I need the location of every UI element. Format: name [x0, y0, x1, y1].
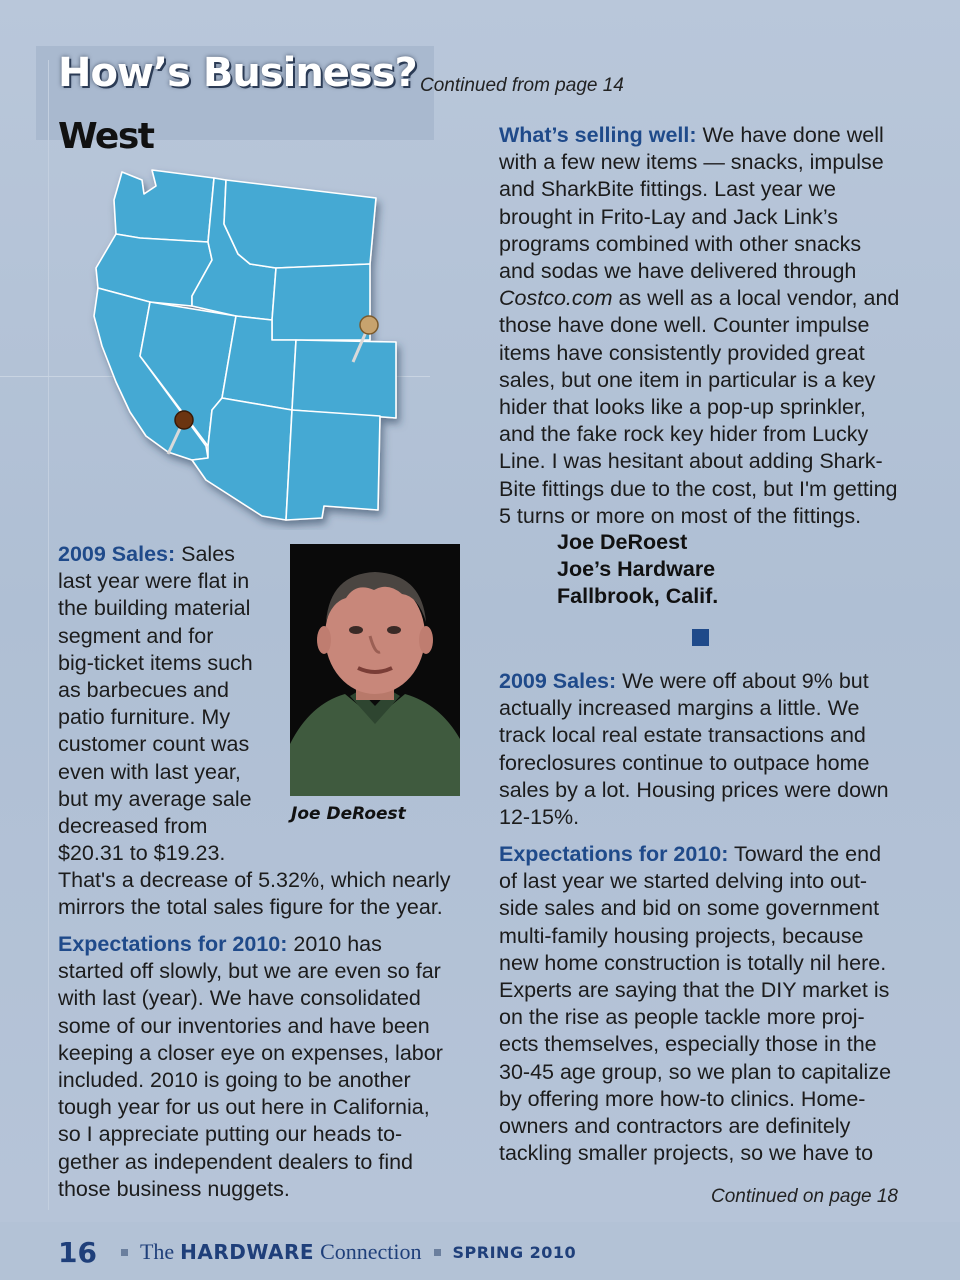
section-separator-square	[692, 629, 709, 646]
sales-line: even with last year,	[58, 759, 241, 784]
selling-line: those have done well. Counter impulse	[499, 313, 870, 338]
expectations2-lead: Expectations for 2010:	[499, 842, 729, 866]
sales2-line-1: 2009 Sales: We were off about 9% but	[499, 669, 869, 693]
expect-line: gether as independent dealers to find	[58, 1149, 414, 1174]
expect2-line-1: Expectations for 2010: Toward the end	[499, 842, 882, 866]
sales2-lead: 2009 Sales:	[499, 669, 617, 693]
expect-line: some of our inventories and have been	[58, 1013, 430, 1038]
sales2-line: sales by a lot. Housing prices were down	[499, 777, 889, 802]
selling-lead: What’s selling well:	[499, 123, 697, 147]
sales2-line: 12-15%.	[499, 805, 580, 830]
selling-line: sales, but one item in particular is a key	[499, 367, 876, 392]
sales-line: patio furniture. My	[58, 705, 231, 730]
sales-line: customer count was	[58, 732, 250, 757]
sales-line: big-ticket items such	[58, 650, 253, 675]
selling-line: programs combined with other snacks	[499, 231, 862, 256]
expect2-line: side sales and bid on some government	[499, 896, 880, 921]
left-sales-continuation	[58, 867, 478, 921]
expect2-line: of last year we started delving into out-	[499, 869, 868, 894]
expect-line: tough year for us out here in California,	[58, 1095, 430, 1120]
magazine-title-connection: Connection	[320, 1239, 422, 1264]
page-number: 16	[58, 1235, 97, 1269]
sales-line: decreased from	[58, 814, 208, 839]
expect2-line: tackling smaller projects, so we have to	[499, 1141, 874, 1166]
signature-store: Joe’s Hardware	[557, 557, 716, 582]
sales2-line: foreclosures continue to outpace home	[499, 750, 870, 775]
magazine-title-the: The	[139, 1239, 175, 1264]
selling-line: items have consistently provided great	[499, 340, 865, 365]
portrait-illustration	[290, 544, 460, 796]
selling-line-costco: Costco.com as well as a local vendor, and	[499, 286, 900, 311]
sales-line: but my average sale	[58, 786, 252, 811]
sales-line: mirrors the total sales figure for the year.	[58, 895, 443, 920]
expect2-line: multi-family housing projects, because	[499, 923, 864, 948]
decorative-vertical-rule	[48, 60, 49, 1210]
portrait-photo	[290, 544, 460, 796]
expect2-line: on the rise as people tackle more proj-	[499, 1005, 865, 1030]
selling-line: hider that looks like a pop-up sprinkler,	[499, 395, 866, 420]
selling-line-1: What’s selling well: We have done well	[499, 123, 884, 147]
expect-line: started off slowly, but we are even so far	[58, 959, 441, 984]
expect2-line: owners and contractors are definitely	[499, 1114, 851, 1139]
footer-dot-separator	[121, 1249, 128, 1256]
montana-state	[224, 180, 376, 268]
expect-line: so I appreciate putting our heads to-	[58, 1122, 403, 1147]
expect-line: those business nuggets.	[58, 1176, 290, 1201]
new-mexico-state	[286, 410, 380, 520]
expect2-line: Experts are saying that the DIY market is	[499, 978, 890, 1003]
page-footer	[58, 1232, 576, 1272]
expect-line-1: Expectations for 2010: 2010 has	[58, 932, 382, 956]
sales-line: last year were flat in	[58, 569, 250, 594]
right-expectations-paragraph	[499, 841, 919, 1167]
selling-line: Bite fittings due to the cost, but I'm getting	[499, 476, 898, 501]
expect-line: with last (year). We have consolidated	[58, 986, 421, 1011]
wyoming-state	[272, 264, 370, 340]
signature-name: Joe DeRoest	[557, 530, 688, 554]
right-selling-paragraph	[499, 122, 919, 530]
expectations-lead: Expectations for 2010:	[58, 932, 288, 956]
selling-line: with a few new items — snacks, impulse	[499, 150, 884, 175]
selling-line: Line. I was hesitant about adding Shark-	[499, 449, 883, 474]
sales-line-1: 2009 Sales: Sales	[58, 542, 235, 566]
washington-state	[114, 170, 214, 242]
expect-line: keeping a closer eye on expenses, labor	[58, 1040, 443, 1065]
selling-line: and sodas we have delivered through	[499, 259, 857, 284]
western-us-map	[86, 160, 416, 530]
respondent-signature	[557, 529, 718, 611]
page-headline: How’s Business?	[58, 50, 417, 96]
continued-from-note: Continued from page 14	[420, 75, 624, 96]
sales-lead: 2009 Sales:	[58, 542, 176, 566]
sales-line: as barbecues and	[58, 678, 229, 703]
selling-line: and SharkBite fittings. Last year we	[499, 177, 837, 202]
left-expectations-paragraph	[58, 931, 478, 1203]
selling-line: brought in Frito-Lay and Jack Link’s	[499, 204, 839, 229]
expect-line: included. 2010 is going to be another	[58, 1068, 411, 1093]
colorado-state	[292, 340, 396, 418]
expect2-line: by offering more how-to clinics. Home-	[499, 1086, 866, 1111]
expect2-line: ects themselves, especially those in the	[499, 1032, 877, 1057]
sales-line: That's a decrease of 5.32%, which nearly	[58, 868, 451, 892]
sales-line: $20.31 to $19.23.	[58, 841, 226, 866]
sales2-line: track local real estate transactions and	[499, 723, 866, 748]
footer-dot-separator	[434, 1249, 441, 1256]
region-title: West	[58, 116, 154, 157]
right-sales-paragraph	[499, 668, 919, 831]
magazine-title-hardware: HARDWARE	[180, 1240, 315, 1264]
expect2-line: 30-45 age group, so we plan to capitalize	[499, 1059, 892, 1084]
sales-line: the building material	[58, 596, 251, 621]
left-sales-paragraph	[58, 541, 283, 867]
sales2-line: actually increased margins a little. We	[499, 696, 860, 721]
signature-location: Fallbrook, Calif.	[557, 584, 719, 609]
selling-line: and the fake rock key hider from Lucky	[499, 422, 869, 447]
selling-line: 5 turns or more on most of the fittings.	[499, 503, 862, 528]
issue-label: SPRING 2010	[452, 1242, 577, 1262]
photo-caption: Joe DeRoest	[291, 804, 406, 824]
expect2-line: new home construction is totally nil here.	[499, 950, 887, 975]
continued-on-note: Continued on page 18	[711, 1186, 898, 1207]
costco-link-text: Costco.com	[499, 286, 613, 311]
sales-line: segment and for	[58, 623, 214, 648]
